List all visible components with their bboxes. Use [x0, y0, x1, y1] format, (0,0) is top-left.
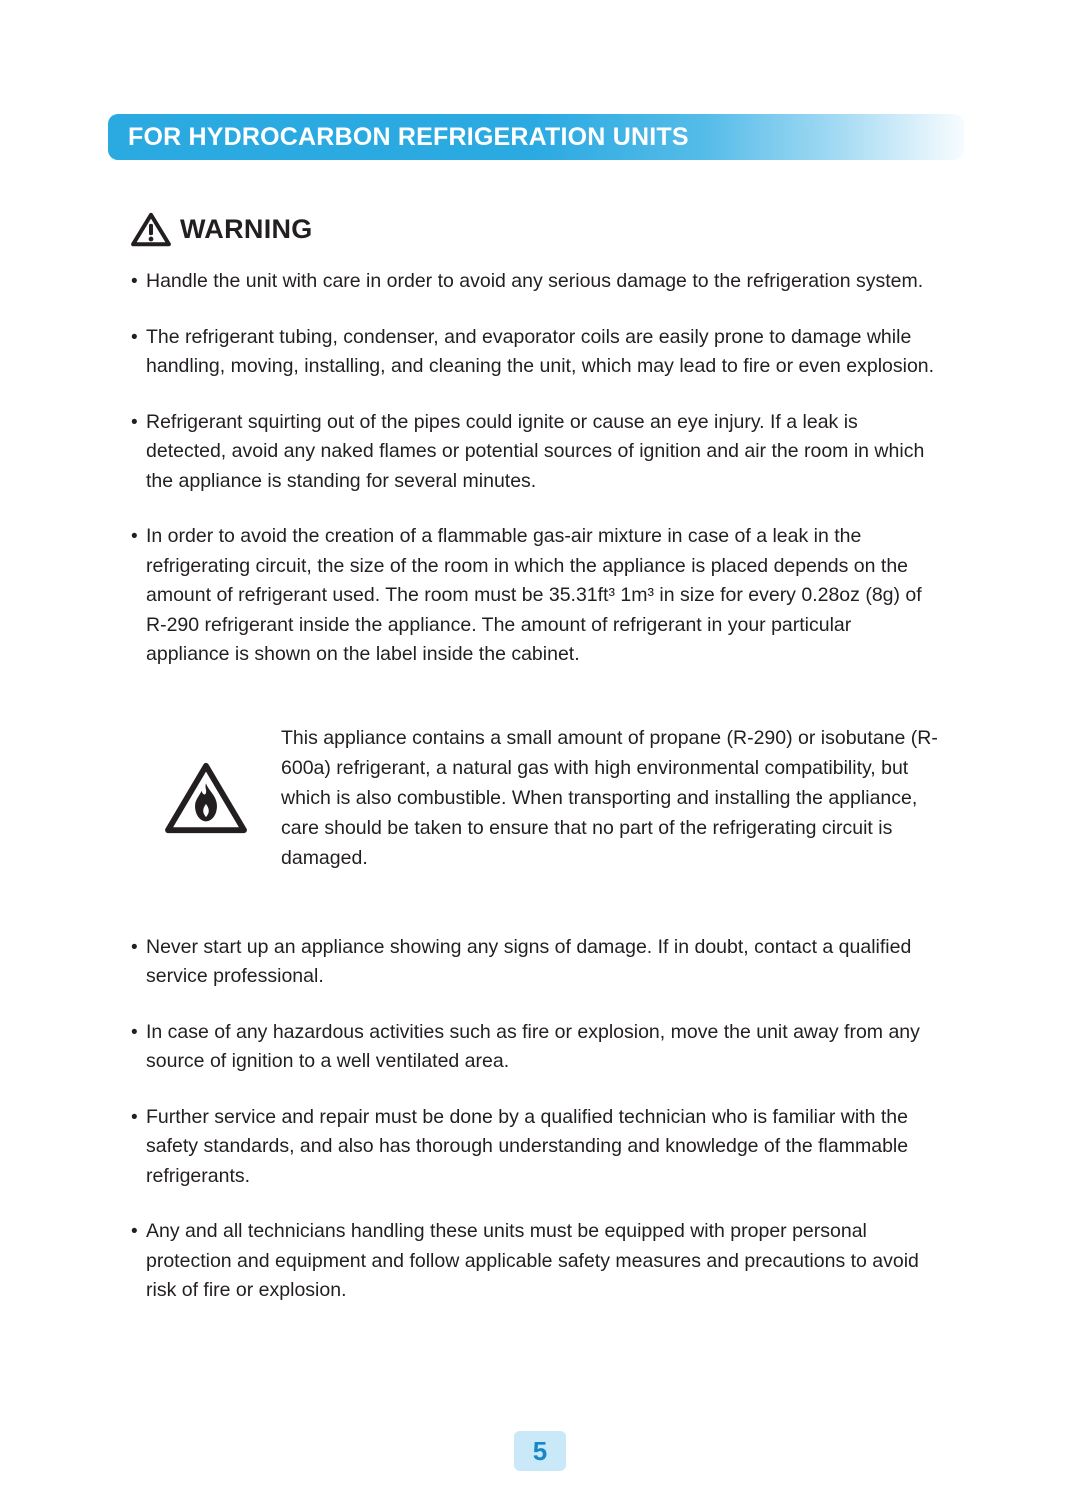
warning-heading — [131, 212, 939, 247]
bullet-marker: • — [131, 1106, 138, 1128]
bullet-text: Handle the unit with care in order to avoid any serious damage to the refrigeration system. — [146, 270, 924, 292]
flammable-triangle-icon — [131, 760, 281, 836]
warning-triangle-icon — [131, 212, 171, 247]
warning-list-bottom — [131, 933, 939, 1306]
bullet-marker: • — [131, 411, 138, 433]
bullet-item — [131, 408, 939, 497]
bullet-item — [131, 933, 939, 992]
warning-title: WARNING — [180, 214, 313, 244]
bullet-marker: • — [131, 526, 138, 547]
bullet-marker: • — [131, 1221, 138, 1242]
flammable-note-text: This appliance contains a small amount of propane (R-290) or isobutane (R-600a) refrigerant, a natural gas with high environmental compatibility, but which is also combustible. When transporting and installing the appliance, care should be taken to ensure that no part of the refrigerating circuit is damaged. — [281, 727, 938, 869]
bullet-text: The refrigerant tubing, condenser, and evaporator coils are easily prone to damage while handling, moving, installing, and cleaning the unit, which may lead to fire or even explosion. — [146, 325, 935, 377]
section-title: FOR HYDROCARBON REFRIGERATION UNITS — [128, 122, 689, 151]
bullet-text: Never start up an appliance showing any signs of damage. If in doubt, contact a qualified service professional. — [146, 935, 912, 987]
warning-list-top — [131, 267, 939, 670]
page-number-badge — [514, 1431, 566, 1471]
page-number: 5 — [532, 1435, 548, 1466]
bullet-marker: • — [131, 326, 138, 348]
bullet-marker: • — [131, 271, 138, 292]
page-content — [131, 212, 939, 1332]
bullet-marker: • — [131, 1021, 138, 1043]
bullet-item — [131, 1217, 939, 1306]
bullet-marker: • — [131, 936, 138, 958]
bullet-item — [131, 267, 939, 297]
bullet-text: In case of any hazardous activities such as fire or explosion, move the unit away from any source of ignition to a well ventilated area. — [146, 1020, 920, 1072]
bullet-text: Further service and repair must be done by a qualified technician who is familiar with the safety standards, and also has thorough understanding and knowledge of the flammable refrigerants. — [146, 1105, 909, 1187]
bullet-item — [131, 522, 939, 670]
bullet-item — [131, 323, 939, 382]
flammable-note — [131, 704, 939, 893]
section-header-banner — [108, 114, 964, 160]
bullet-item — [131, 1103, 939, 1192]
bullet-item — [131, 1018, 939, 1077]
bullet-text: Refrigerant squirting out of the pipes could ignite or cause an eye injury. If a leak is detected, avoid any naked flames or potential sources of ignition and air the room in which the appliance is standing for several minutes. — [146, 410, 925, 492]
bullet-text: In order to avoid the creation of a flammable gas-air mixture in case of a leak in the refrigerating circuit, the size of the room in which the appliance is placed depends on the amount of refrigerant used. The room must be 35.31ft³ 1m³ in size for every 0.28oz (8g) of R-290 refrigerant inside the appliance. The amount of refrigerant in your particular appliance is shown on the label inside the cabinet. — [146, 525, 922, 665]
bullet-text: Any and all technicians handling these units must be equipped with proper personal protection and equipment and follow applicable safety measures and precautions to avoid risk of fire or explosion. — [146, 1220, 919, 1301]
